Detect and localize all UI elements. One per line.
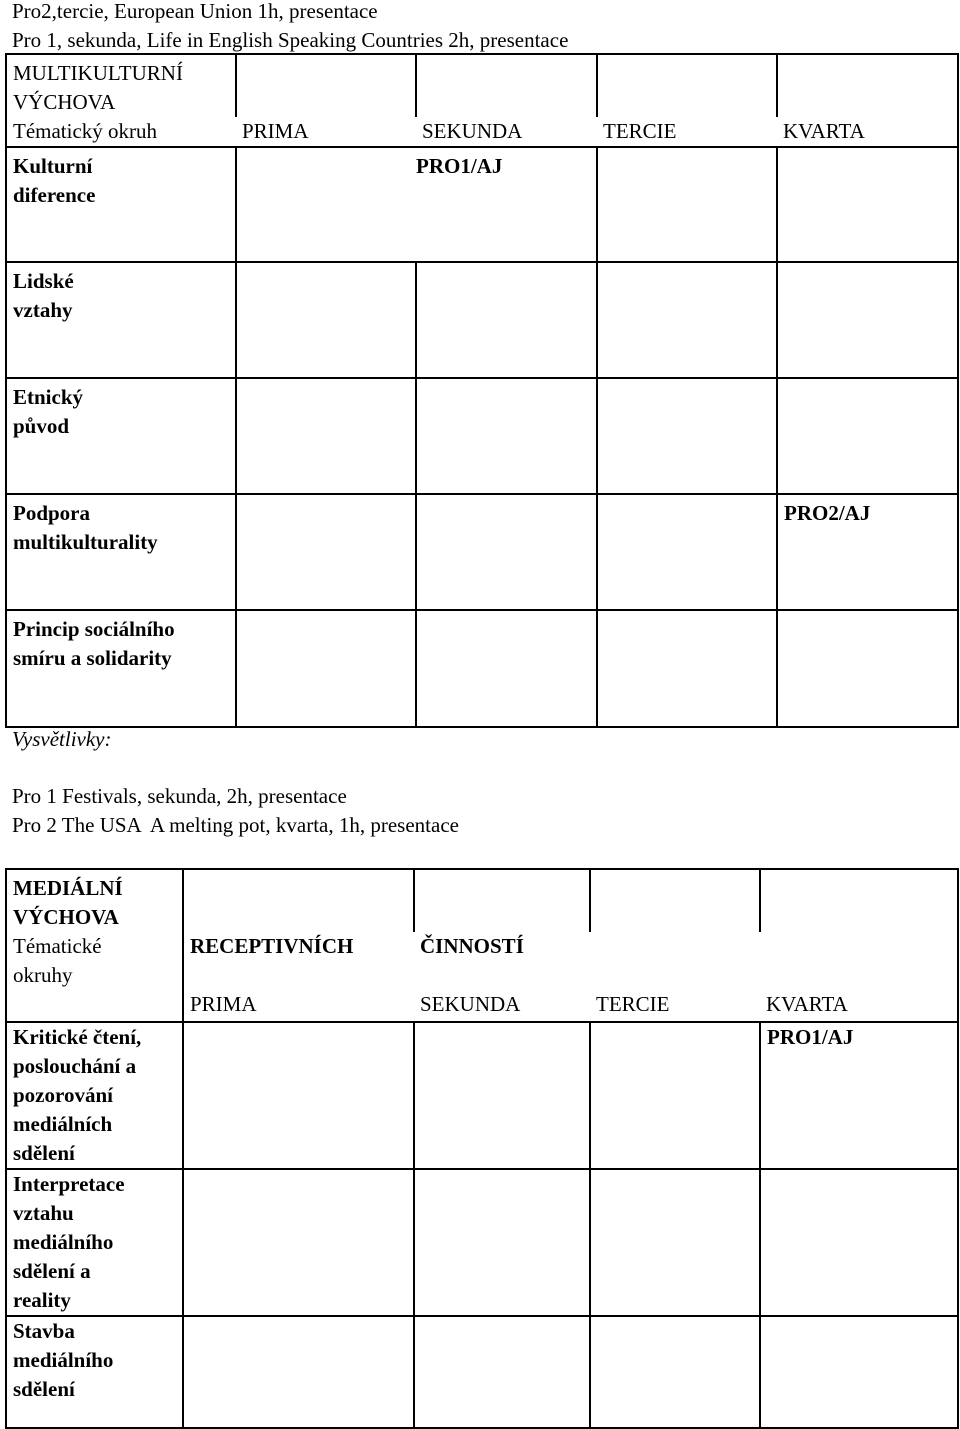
empty-cell	[183, 1316, 414, 1428]
empty-cell	[597, 54, 777, 117]
receptive-label: RECEPTIVNÍCH	[183, 932, 414, 990]
media-title-line-1: MEDIÁLNÍ	[13, 876, 123, 900]
table-row	[6, 494, 958, 610]
topic-line-2: mediálního	[13, 1348, 114, 1372]
empty-cell	[416, 54, 597, 117]
kvarta-cell: PRO1/AJ	[760, 1022, 958, 1169]
empty-cell	[416, 378, 597, 494]
topic-line-2: vztahu	[13, 1201, 74, 1225]
topics-label	[6, 932, 183, 990]
empty-cell	[597, 262, 777, 378]
topic-line-2: diference	[13, 183, 96, 207]
topic-line-4: mediálních	[13, 1112, 113, 1136]
activities-label: ČINNOSTÍ	[420, 934, 524, 958]
topic-line-3: mediálního	[13, 1230, 114, 1254]
column-header-topic: Tématický okruh	[6, 117, 236, 147]
topic-line-1: Kulturní	[13, 154, 93, 178]
multicultural-table	[5, 53, 959, 728]
topic-line-3: pozorování	[13, 1083, 113, 1107]
empty-cell	[236, 147, 416, 262]
empty-cell	[416, 494, 597, 610]
topic-line-1: Interpretace	[13, 1172, 125, 1196]
table-row	[6, 1316, 958, 1428]
topic-cell	[6, 147, 236, 262]
empty-cell	[183, 869, 414, 932]
empty-cell	[236, 54, 416, 117]
topic-line-5: sdělení	[13, 1141, 75, 1165]
multicultural-title	[6, 54, 236, 117]
empty-cell	[590, 1316, 760, 1428]
media-subheader-row	[6, 932, 958, 990]
empty-cell	[597, 378, 777, 494]
topic-line-2: vztahy	[13, 298, 73, 322]
empty-cell	[236, 610, 416, 727]
empty-cell	[590, 869, 760, 932]
empty-cell	[760, 869, 958, 932]
sekunda-cell: PRO1/AJ	[416, 147, 597, 262]
empty-cell	[416, 262, 597, 378]
empty-cell	[416, 610, 597, 727]
topic-line-2: multikulturality	[13, 530, 158, 554]
intro-line-2: Pro 1, sekunda, Life in English Speaking Countries 2h, presentace	[12, 28, 569, 52]
empty-cell	[414, 1169, 590, 1316]
column-header-kvarta: KVARTA	[760, 990, 958, 1022]
table-row	[6, 147, 958, 262]
empty-cell	[777, 54, 958, 117]
empty-cell	[236, 494, 416, 610]
topic-line-1: Lidské	[13, 269, 74, 293]
empty-cell	[414, 1316, 590, 1428]
kvarta-cell: PRO2/AJ	[777, 494, 958, 610]
table-row	[6, 378, 958, 494]
empty-cell	[760, 932, 958, 990]
empty-cell	[590, 932, 760, 990]
topic-line-2: původ	[13, 414, 70, 438]
topic-cell	[6, 378, 236, 494]
empty-cell	[236, 262, 416, 378]
topics-label-line-1: Tématické	[13, 934, 102, 958]
table-row	[6, 262, 958, 378]
table-row	[6, 610, 958, 727]
empty-cell	[183, 1169, 414, 1316]
topic-cell	[6, 1316, 183, 1428]
topic-line-1: Podpora	[13, 501, 91, 525]
empty-cell	[777, 378, 958, 494]
empty-cell	[590, 1022, 760, 1169]
media-header-row	[6, 990, 958, 1022]
notes-line-1: Pro 1 Festivals, sekunda, 2h, presentace	[12, 784, 347, 808]
column-header-prima: PRIMA	[242, 119, 309, 143]
topic-line-2: smíru a solidarity	[13, 646, 172, 670]
intro-line-1: Pro2,tercie, European Union 1h, presentace	[12, 0, 378, 23]
multicultural-title-row	[6, 54, 958, 117]
column-header-sekunda: SEKUNDA	[414, 990, 590, 1022]
topic-cell	[6, 262, 236, 378]
topic-line-3: sdělení	[13, 1377, 75, 1401]
empty-cell	[597, 610, 777, 727]
media-title	[6, 869, 183, 932]
empty-cell	[777, 262, 958, 378]
empty-cell	[414, 869, 590, 932]
topic-line-1: Princip sociálního	[13, 617, 175, 641]
multicultural-title-line-1: MULTIKULTURNÍ	[13, 61, 183, 85]
topic-line-2: poslouchání a	[13, 1054, 137, 1078]
kvarta-cell	[777, 147, 958, 262]
topic-cell	[6, 1022, 183, 1169]
empty-cell	[777, 610, 958, 727]
empty-cell	[183, 1022, 414, 1169]
empty-cell	[760, 1316, 958, 1428]
media-table	[5, 868, 959, 1429]
empty-cell	[597, 147, 777, 262]
empty-cell	[6, 990, 183, 1022]
empty-cell	[590, 1169, 760, 1316]
topic-line-4: sdělení a	[13, 1259, 91, 1283]
empty-cell	[597, 494, 777, 610]
column-header-tercie: TERCIE	[590, 990, 760, 1022]
multicultural-header-row	[6, 117, 958, 147]
multicultural-title-line-2: VÝCHOVA	[13, 90, 116, 114]
column-header-tercie: TERCIE	[603, 119, 677, 143]
column-header-kvarta: KVARTA	[777, 117, 958, 147]
topics-label-line-2: okruhy	[13, 963, 73, 987]
topic-line-1: Kritické čtení,	[13, 1025, 142, 1049]
topic-line-1: Etnický	[13, 385, 84, 409]
table-row	[6, 1022, 958, 1169]
topic-line-1: Stavba	[13, 1319, 75, 1343]
empty-cell	[760, 1169, 958, 1316]
column-header-prima: PRIMA	[183, 990, 414, 1022]
media-title-line-2: VÝCHOVA	[13, 905, 119, 929]
topic-line-5: reality	[13, 1288, 71, 1312]
topic-cell	[6, 1169, 183, 1316]
topic-cell	[6, 494, 236, 610]
media-title-row	[6, 869, 958, 932]
notes-label: Vysvětlivky:	[12, 727, 112, 751]
notes-line-2: Pro 2 The USA A melting pot, kvarta, 1h, presentace	[12, 813, 459, 837]
empty-cell	[236, 378, 416, 494]
topic-cell	[6, 610, 236, 727]
column-header-sekunda: SEKUNDA	[422, 119, 523, 143]
table-row	[6, 1169, 958, 1316]
empty-cell	[414, 1022, 590, 1169]
